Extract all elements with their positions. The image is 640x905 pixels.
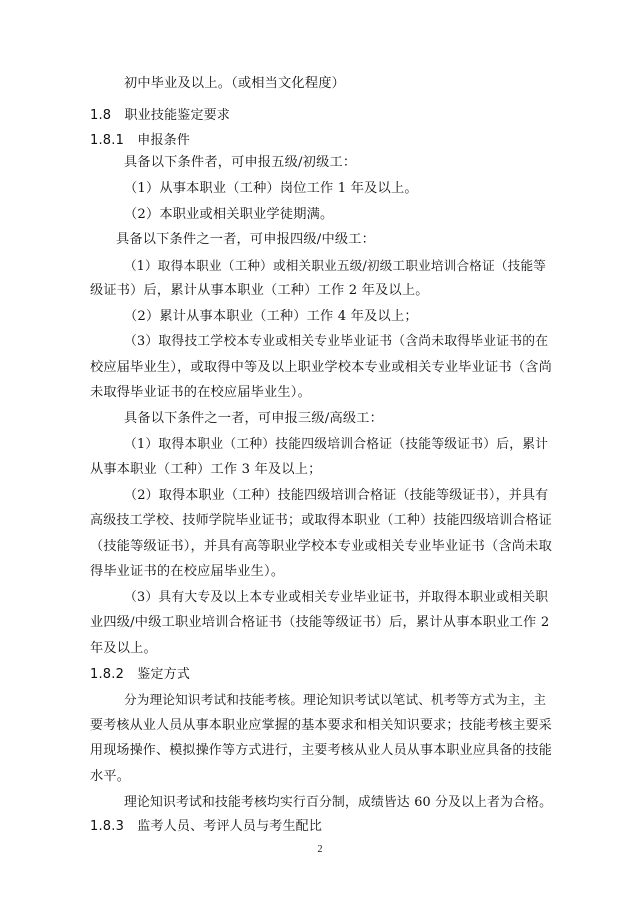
text-line: （3）具有大专及以上本专业或相关专业毕业证书，并取得本职业或相关职 — [124, 590, 549, 605]
text-line: 要考核从业人员从事本职业应掌握的基本要求和相关知识要求；技能考核主要采 — [90, 718, 553, 733]
section-heading: 1.8 职业技能鉴定要求 — [90, 108, 231, 123]
text-line: （技能等级证书），并具有高等职业学校本专业或相关专业毕业证书（含尚未取 — [90, 539, 552, 554]
text-line: （3）取得技工学校本专业或相关专业毕业证书（含尚未取得毕业证书的在 — [124, 334, 549, 349]
text-line: 具备以下条件之一者，可申报三级/高级工： — [124, 411, 384, 426]
text-line: （1）取得本职业（工种）或相关职业五级/初级工职业培训合格证（技能等 — [124, 258, 547, 273]
text-line: 级证书）后，累计从事本职业（工种）工作 2 年及以上。 — [90, 283, 429, 298]
subsection-heading: 1.8.3 监考人员、考评人员与考生配比 — [90, 819, 323, 834]
text-line: （1）从事本职业（工种）岗位工作 1 年及以上。 — [124, 181, 418, 196]
text-line: 具备以下条件者，可申报五级/初级工： — [124, 155, 357, 170]
text-line: 分为理论知识考试和技能考核。理论知识考试以笔试、机考等方式为主，主 — [124, 692, 547, 707]
text-line: （2）取得本职业（工种）技能四级培训合格证（技能等级证书），并具有 — [124, 488, 549, 503]
page-number: 2 — [317, 844, 323, 855]
text-line: （1）取得本职业（工种）技能四级培训合格证（技能等级证书）后，累计 — [124, 437, 549, 452]
text-line: （2）本职业或相关职业学徒期满。 — [124, 207, 334, 222]
text-line: 从事本职业（工种）工作 3 年及以上； — [90, 462, 322, 477]
text-line: 具备以下条件之一者，可申报四级/中级工： — [116, 232, 376, 247]
text-line: 初中毕业及以上。（或相当文化程度） — [124, 76, 345, 91]
text-line: 年及以上。 — [90, 641, 157, 656]
text-line: 业四级/中级工职业培训合格证书（技能等级证书）后，累计从事本职业工作 2 — [90, 615, 550, 630]
text-line: 用现场操作、模拟操作等方式进行，主要考核从业人员从事本职业应具备的技能 — [90, 743, 553, 758]
text-line: 得毕业证书的在校应届毕业生）。 — [90, 564, 285, 579]
text-line: 未取得毕业证书的在校应届毕业生）。 — [90, 385, 311, 400]
subsection-heading: 1.8.1 申报条件 — [90, 133, 191, 148]
text-line: 校应届毕业生），或取得中等及以上职业学校本专业或相关专业毕业证书（含尚 — [90, 360, 552, 375]
subsection-heading: 1.8.2 鉴定方式 — [90, 667, 191, 682]
text-line: 理论知识考试和技能考核均实行百分制，成绩皆达 60 分及以上者为合格。 — [124, 795, 553, 810]
text-line: 水平。 — [90, 769, 131, 784]
text-line: 高级技工学校、技师学院毕业证书；或取得本职业（工种）技能四级培训合格证 — [90, 513, 553, 528]
text-line: （2）累计从事本职业（工种）工作 4 年及以上； — [124, 309, 418, 324]
